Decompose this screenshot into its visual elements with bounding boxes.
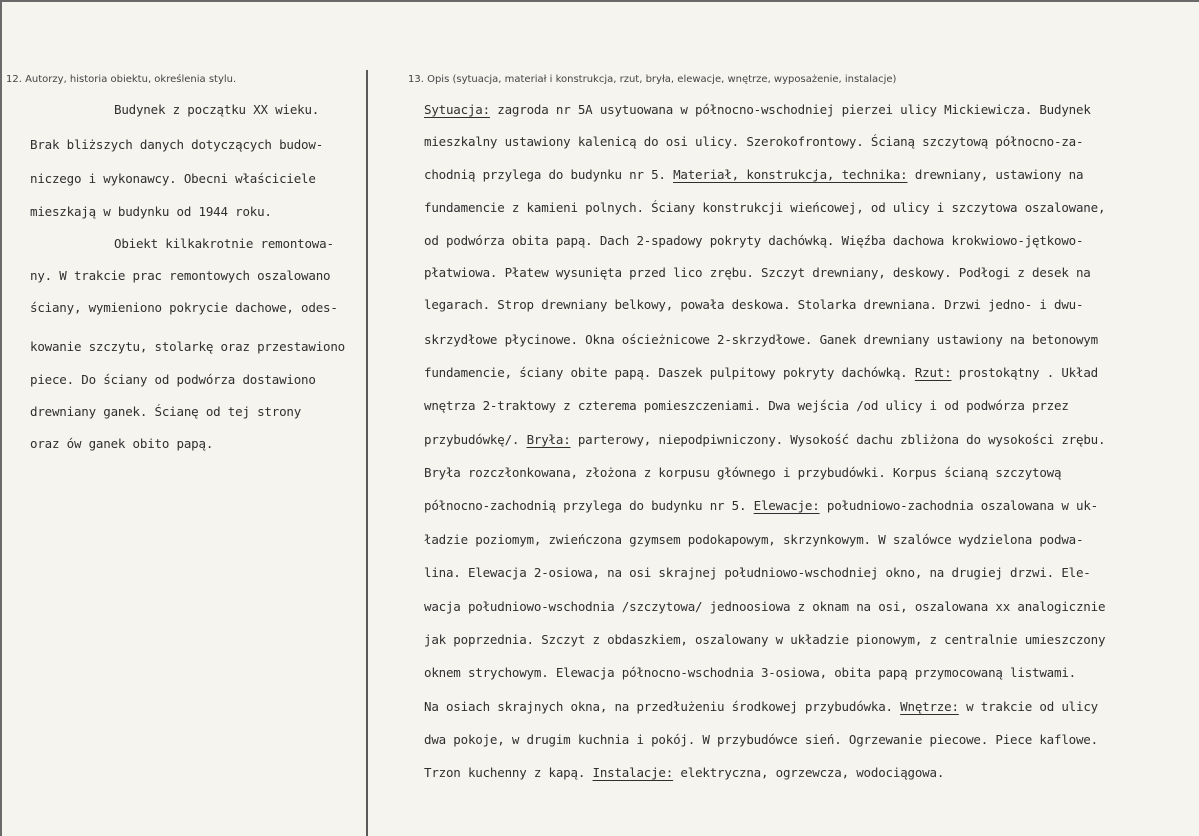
text-segment: jak poprzednia. Szczyt z obdaszkiem, oszalowany w układzie pionowym, z centralnie umieszczony <box>424 632 1106 647</box>
right-text-line <box>424 465 1061 480</box>
right-text-line <box>424 365 1098 380</box>
left-text-line: ściany, wymieniono pokrycie dachowe, odes- <box>30 300 338 315</box>
page-border-top <box>0 0 1199 2</box>
left-text-line: oraz ów ganek obito papą. <box>30 436 214 451</box>
left-column-header: 12. Autorzy, historia obiektu, określenia stylu. <box>6 74 237 85</box>
text-segment: Trzon kuchenny z kapą. <box>424 765 593 780</box>
text-segment: chodnią przylega do budynku nr 5. <box>424 167 674 182</box>
text-segment: dwa pokoje, w drugim kuchnia i pokój. W przybudówce sień. Ogrzewanie piecowe. Piece kaflowe. <box>424 732 1098 747</box>
text-segment: fundamencie, ściany obite papą. Daszek pulpitowy pokryty dachówką. <box>424 365 915 380</box>
text-segment: parterowy, niepodpiwniczony. Wysokość dachu zbliżona do wysokości zrębu. <box>570 432 1106 447</box>
text-segment: oknem strychowym. Elewacja północno-wschodnia 3-osiowa, obita papą przymocowaną listwami. <box>424 665 1076 680</box>
column-divider <box>366 70 368 836</box>
left-text-line: kowanie szczytu, stolarkę oraz przestawiono <box>30 339 346 354</box>
right-column-header: 13. Opis (sytuacja, materiał i konstrukcja, rzut, bryła, elewacje, wnętrze, wyposażenie, instalacje) <box>408 74 897 85</box>
text-segment: prostokątny . Układ <box>951 365 1098 380</box>
left-text-line: mieszkają w budynku od 1944 roku. <box>30 204 272 219</box>
right-text-line <box>424 599 1105 614</box>
text-segment: fundamencie z kamieni polnych. Ściany konstrukcji wieńcowej, od ulicy i szczytowa oszalowane, <box>424 200 1106 215</box>
text-segment: wnętrza 2-traktowy z czterema pomieszczeniami. Dwa wejścia /od ulicy i od podwórza przez <box>424 398 1069 413</box>
text-segment: drewniany, ustawiony na <box>907 167 1084 182</box>
right-text-line <box>424 665 1076 680</box>
text-segment: ładzie poziomym, zwieńczona gzymsem podokapowym, skrzynkowym. W szalówce wydzielona podwa- <box>424 532 1084 547</box>
right-text-line <box>424 265 1091 280</box>
text-segment: wacja południowo-wschodnia /szczytowa/ jednoosiowa z oknam na osi, oszalowana xx analogicznie <box>424 599 1106 614</box>
right-text-line <box>424 632 1105 647</box>
right-text-line <box>424 498 1098 513</box>
right-text-line <box>424 134 1083 149</box>
text-segment: lina. Elewacja 2-osiowa, na osi skrajnej południowo-wschodniej okno, na drugiej drzwi. Ele- <box>424 565 1091 580</box>
text-segment: płatwiowa. Płatew wysunięta przed lico zrębu. Szczyt drewniany, deskowy. Podłogi z desek na <box>424 265 1091 280</box>
right-text-line <box>424 167 1083 182</box>
text-segment: skrzydłowe płycinowe. Okna ościeżnicowe 2-skrzydłowe. Ganek drewniany ustawiony na betonowym <box>424 332 1098 347</box>
text-segment: południowo-zachodnia oszalowana w uk- <box>819 498 1098 513</box>
text-segment: Na osiach skrajnych okna, na przedłużeniu środkowej przybudówka. <box>424 699 901 714</box>
text-segment: legarach. Strop drewniany belkowy, powała deskowa. Stolarka drewniana. Drzwi jedno- i dwu- <box>424 297 1084 312</box>
right-text-line <box>424 732 1098 747</box>
text-segment: przybudówkę/. <box>424 432 527 447</box>
left-text-line: Brak bliższych danych dotyczących budow- <box>30 137 324 152</box>
left-text-line: Obiekt kilkakrotnie remontowa- <box>114 236 334 251</box>
section-heading: Rzut: <box>914 365 952 380</box>
right-text-line <box>424 765 944 780</box>
right-text-line <box>424 102 1091 117</box>
left-text-line: drewniany ganek. Ścianę od tej strony <box>30 404 302 419</box>
section-heading: Materiał, konstrukcja, technika: <box>673 167 908 182</box>
left-text-line: Budynek z początku XX wieku. <box>114 102 320 117</box>
text-segment: zagroda nr 5A usytuowana w północno-wschodniej pierzei ulicy Mickiewicza. Budynek <box>489 102 1091 117</box>
section-heading: Sytuacja: <box>424 102 490 117</box>
right-text-line <box>424 398 1069 413</box>
section-heading: Wnętrze: <box>900 699 959 714</box>
text-segment: od podwórza obita papą. Dach 2-spadowy pokryty dachówką. Więźba dachowa krokwiowo-jętkowo- <box>424 233 1084 248</box>
text-segment: mieszkalny ustawiony kalenicą do osi ulicy. Szerokofrontowy. Ścianą szczytową północno-za- <box>424 134 1084 149</box>
text-segment: elektryczna, ogrzewcza, wodociągowa. <box>673 765 945 780</box>
right-text-line <box>424 532 1083 547</box>
text-segment: północno-zachodnią przylega do budynku nr 5. <box>424 498 754 513</box>
right-text-line <box>424 332 1098 347</box>
right-text-line <box>424 565 1091 580</box>
right-text-line <box>424 233 1083 248</box>
section-heading: Instalacje: <box>592 765 674 780</box>
right-text-line <box>424 699 1098 714</box>
left-text-line: ny. W trakcie prac remontowych oszalowano <box>30 268 331 283</box>
right-text-line <box>424 200 1105 215</box>
section-heading: Bryła: <box>526 432 571 447</box>
section-heading: Elewacje: <box>753 498 820 513</box>
text-segment: w trakcie od ulicy <box>958 699 1098 714</box>
right-text-line <box>424 297 1083 312</box>
left-text-line: niczego i wykonawcy. Obecni właściciele <box>30 171 316 186</box>
left-text-line: piece. Do ściany od podwórza dostawiono <box>30 372 316 387</box>
page-border-left <box>0 0 2 836</box>
right-text-line <box>424 432 1105 447</box>
text-segment: Bryła rozczłonkowana, złożona z korpusu głównego i przybudówki. Korpus ścianą szczytową <box>424 465 1062 480</box>
